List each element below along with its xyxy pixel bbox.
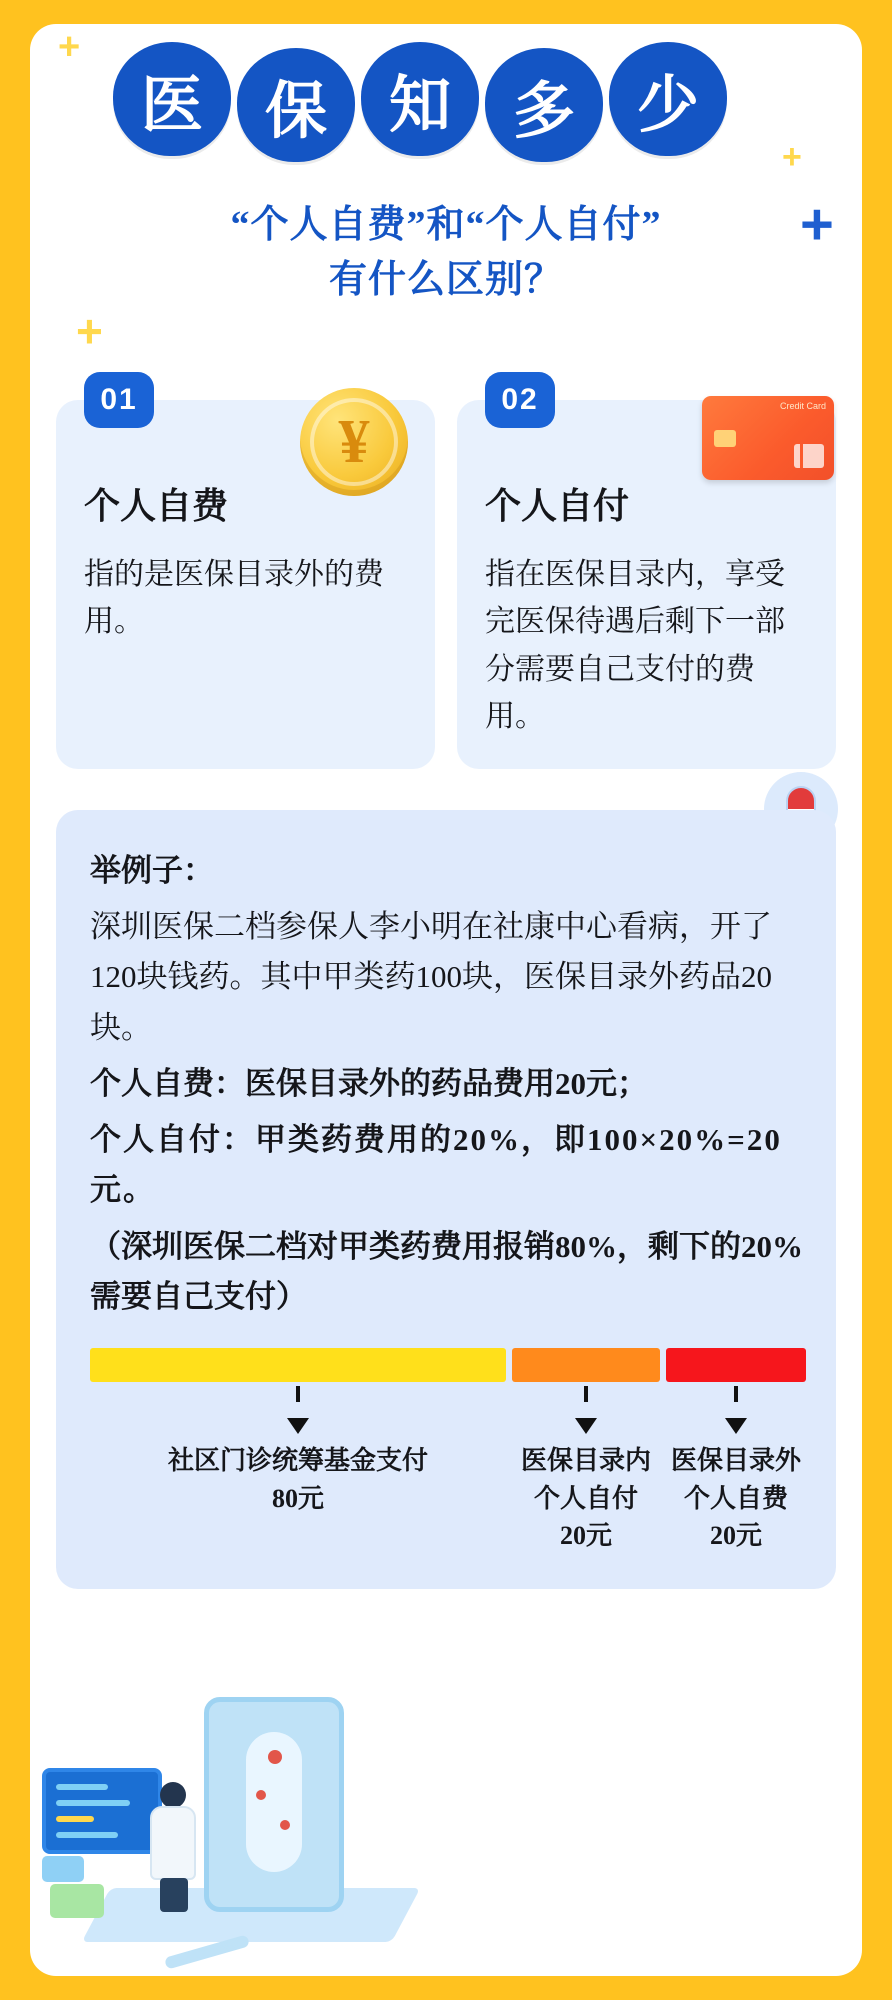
bar-label-name: 社区门诊统筹基金支付 bbox=[167, 1445, 428, 1475]
body-marker-icon bbox=[280, 1820, 290, 1830]
doctor-legs bbox=[160, 1878, 188, 1912]
title-char: 医 bbox=[113, 42, 231, 156]
title-char: 知 bbox=[361, 42, 479, 156]
example-paragraph-2: 个人自费：医保目录外的药品费用20元； bbox=[90, 1065, 648, 1101]
plus-decoration-icon: + bbox=[800, 192, 834, 257]
bar-label-fund bbox=[90, 1386, 506, 1555]
card-badge: 01 bbox=[84, 372, 154, 428]
doctor-figure bbox=[144, 1782, 210, 1912]
example-paragraph-3: 个人自付：甲类药费用的20%，即100×20%=20元。 bbox=[90, 1122, 782, 1208]
bar-segment-fund bbox=[90, 1348, 506, 1382]
subtitle-line-1: “个人自费”和“个人自付” bbox=[230, 204, 662, 246]
bar-segment-self-paid bbox=[666, 1348, 806, 1382]
coin-icon bbox=[300, 388, 408, 496]
coin-symbol: ¥ bbox=[338, 407, 370, 476]
monitor-line bbox=[56, 1816, 94, 1822]
credit-card-icon bbox=[702, 396, 834, 480]
plus-decoration-icon: + bbox=[782, 138, 802, 176]
arrow-stem-icon bbox=[296, 1386, 300, 1402]
phone-icon bbox=[204, 1697, 344, 1912]
bar-label-self-paid bbox=[666, 1386, 806, 1555]
title-char: 少 bbox=[609, 42, 727, 156]
arrow-stem-icon bbox=[584, 1386, 588, 1402]
card-body: 指的是医保目录外的费用。 bbox=[84, 558, 384, 639]
credit-card-stripe-icon bbox=[794, 444, 824, 468]
bar-label-amount: 80元 bbox=[271, 1483, 324, 1513]
human-body-diagram bbox=[246, 1732, 302, 1872]
credit-card-label: Credit Card bbox=[779, 401, 826, 411]
bar-label-name: 医保目录内 bbox=[520, 1445, 651, 1475]
credit-card-chip-icon bbox=[714, 430, 736, 447]
arrow-down-icon bbox=[725, 1418, 747, 1434]
medicine-box-icon bbox=[50, 1884, 104, 1918]
card-body: 指在医保目录内，享受完医保待遇后剩下一部分需要自己支付的费用。 bbox=[485, 558, 785, 734]
body-marker-icon bbox=[268, 1750, 282, 1764]
plus-decoration-icon: + bbox=[58, 26, 81, 68]
example-paragraph-4: （深圳医保二档对甲类药费用报销80%，剩下的20%需要自己支付） bbox=[90, 1228, 803, 1314]
cost-bar-chart bbox=[90, 1348, 806, 1382]
card-badge: 02 bbox=[485, 372, 555, 428]
page-subtitle bbox=[60, 192, 834, 308]
bar-segment-copayment bbox=[512, 1348, 660, 1382]
footer-illustration bbox=[36, 1684, 456, 1974]
monitor-line bbox=[56, 1800, 130, 1806]
title-char: 多 bbox=[485, 48, 603, 162]
page-title bbox=[70, 42, 770, 162]
bar-label-name-2: 个人自费 bbox=[683, 1483, 788, 1513]
plus-decoration-icon: + bbox=[76, 305, 103, 357]
bar-label-name: 医保目录外 bbox=[670, 1445, 801, 1475]
medicine-box-icon bbox=[42, 1856, 84, 1882]
monitor-line bbox=[56, 1784, 108, 1790]
example-block bbox=[56, 810, 836, 1589]
doctor-coat bbox=[150, 1806, 196, 1880]
bar-label-copayment bbox=[512, 1386, 660, 1555]
title-char: 保 bbox=[237, 48, 355, 162]
card-heading: 个人自费 bbox=[84, 486, 229, 526]
bar-label-amount: 20元 bbox=[559, 1521, 612, 1551]
cost-bar-labels bbox=[90, 1386, 806, 1555]
arrow-stem-icon bbox=[734, 1386, 738, 1402]
bar-label-amount: 20元 bbox=[709, 1521, 762, 1551]
doctor-head bbox=[160, 1782, 186, 1808]
example-paragraph-1: 深圳医保二档参保人李小明在社康中心看病，开了120块钱药。其中甲类药100块，医保目录外药品20块。 bbox=[90, 909, 772, 1045]
monitor-line bbox=[56, 1832, 118, 1838]
example-heading: 举例子： bbox=[90, 853, 214, 888]
bar-label-name-2: 个人自付 bbox=[533, 1483, 638, 1513]
card-heading: 个人自付 bbox=[485, 486, 630, 526]
body-marker-icon bbox=[256, 1790, 266, 1800]
subtitle-line-2: 有什么区别？ bbox=[328, 259, 563, 302]
arrow-down-icon bbox=[575, 1418, 597, 1434]
arrow-down-icon bbox=[287, 1418, 309, 1434]
